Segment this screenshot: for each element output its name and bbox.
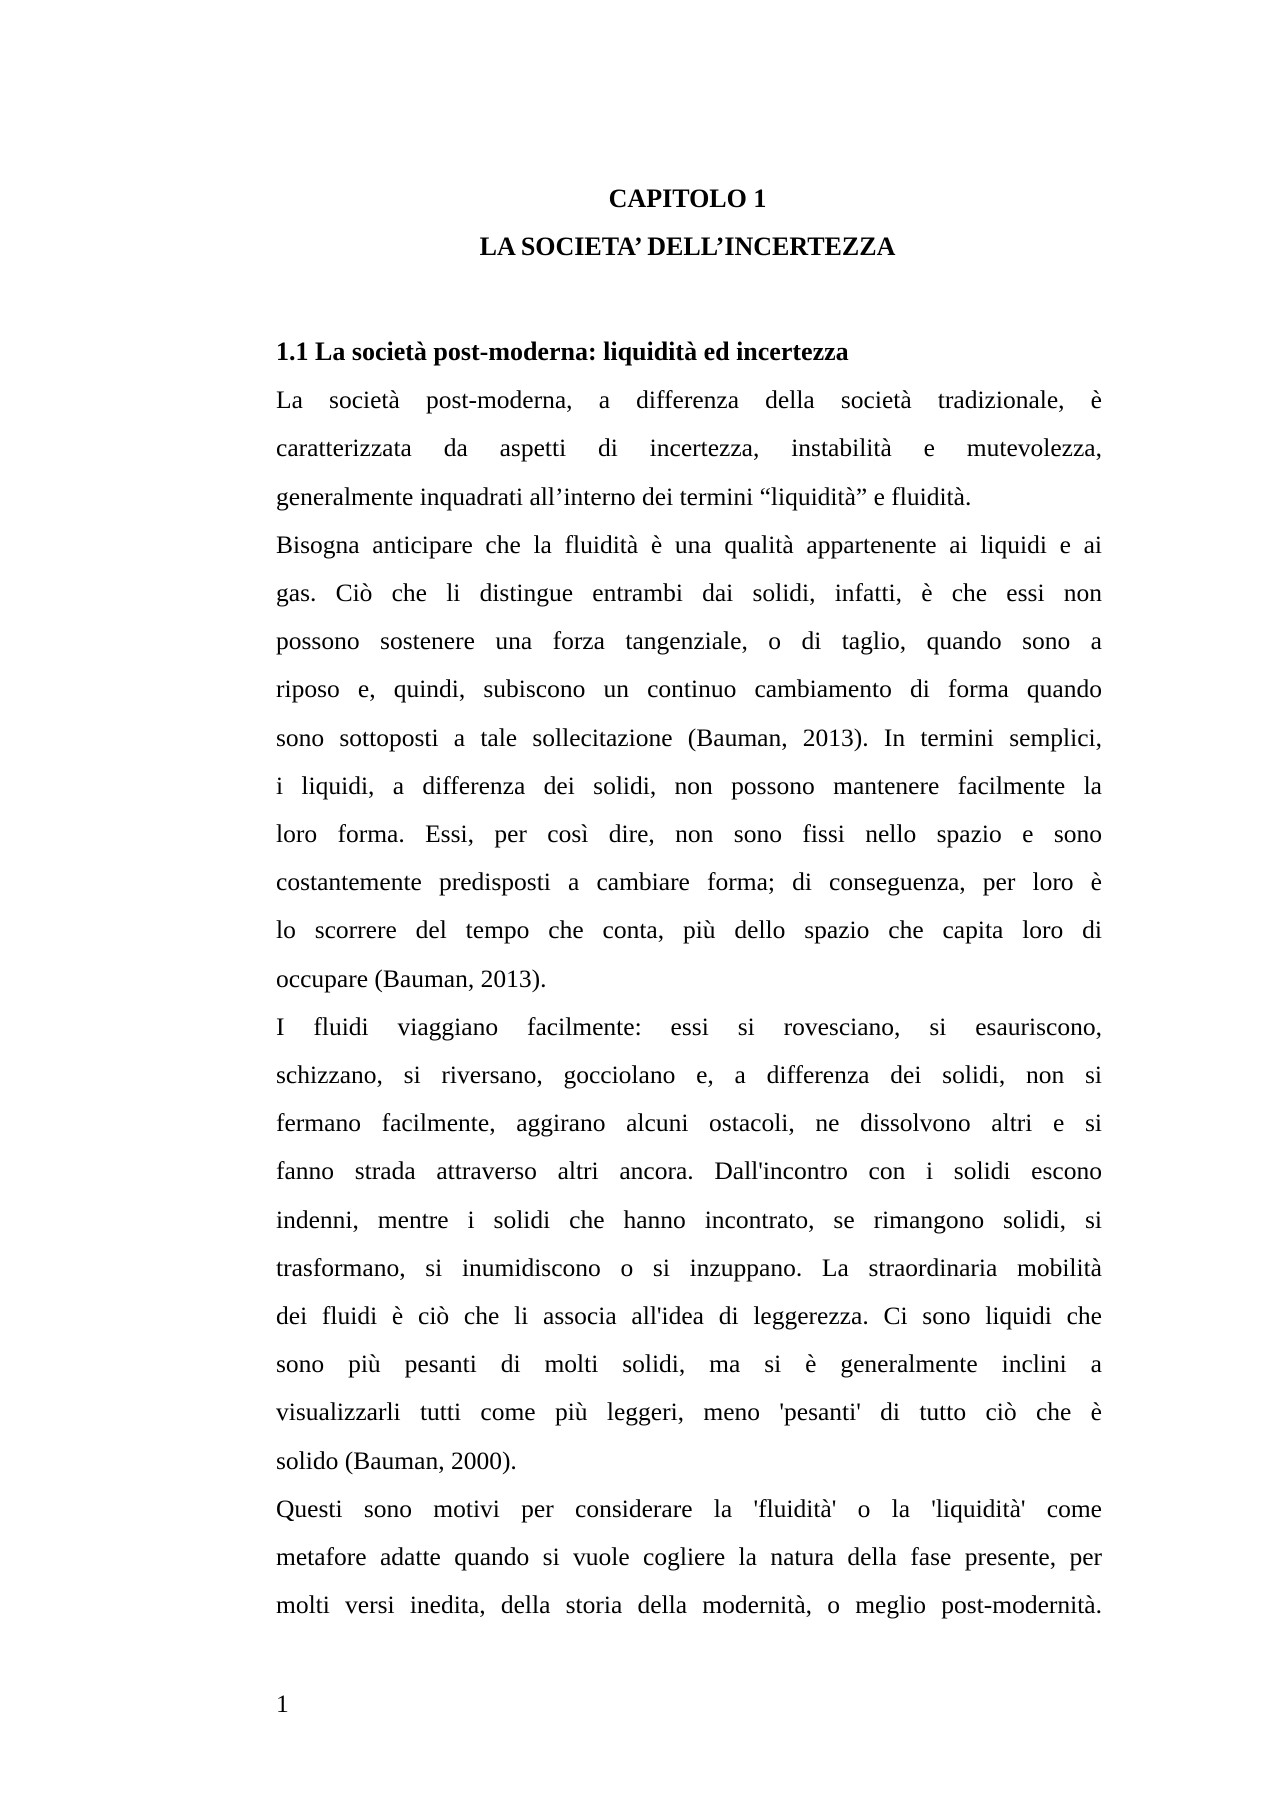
text-line: riposo e, quindi, subiscono un continuo cambiamento di forma quando [276,674,1102,704]
text-line: indenni, mentre i solidi che hanno incontrato, se rimangono solidi, si [276,1204,1102,1234]
text-line: trasformano, si inumidiscono o si inzuppano. La straordinaria mobilità [276,1252,1102,1282]
text-line: loro forma. Essi, per così dire, non sono fissi nello spazio e sono [276,819,1102,849]
section-heading: 1.1 La società post-moderna: liquidità ed incertezza [276,337,849,366]
text-line: occupare (Bauman, 2013). [276,963,547,993]
page-number: 1 [276,1689,289,1718]
text-line: visualizzarli tutti come più leggeri, meno 'pesanti' di tutto ciò che è [276,1397,1102,1427]
paragraph [276,1003,1102,1485]
chapter-title: LA SOCIETA’ DELL’INCERTEZZA [479,232,896,261]
text-line: gas. Ciò che li distingue entrambi dai solidi, infatti, è che essi non [276,578,1102,608]
text-line: sono sottoposti a tale sollecitazione (Bauman, 2013). In termini semplici, [276,722,1102,752]
text-line: metafore adatte quando si vuole cogliere la natura della fase presente, per [276,1542,1102,1572]
text-line: schizzano, si riversano, gocciolano e, a differenza dei solidi, non si [276,1060,1102,1090]
text-line: dei fluidi è ciò che li associa all'idea di leggerezza. Ci sono liquidi che [276,1301,1102,1331]
text-line: fanno strada attraverso altri ancora. Dall'incontro con i solidi escono [276,1156,1102,1186]
text-line: caratterizzata da aspetti di incertezza, instabilità e mutevolezza, [276,433,1102,463]
text-line: Bisogna anticipare che la fluidità è una qualità appartenente ai liquidi e ai [276,529,1102,559]
text-line: possono sostenere una forza tangenziale, o di taglio, quando sono a [276,626,1102,656]
text-line: I fluidi viaggiano facilmente: essi si rovesciano, si esauriscono, [276,1011,1102,1041]
text-line: i liquidi, a differenza dei solidi, non possono mantenere facilmente la [276,770,1102,800]
text-line: Questi sono motivi per considerare la 'fluidità' o la 'liquidità' come [276,1493,1102,1523]
text-line: molti versi inedita, della storia della modernità, o meglio post-modernità. [276,1590,1102,1620]
chapter-content [276,328,1102,1629]
text-line: La società post-moderna, a differenza della società tradizionale, è [276,385,1102,415]
text-line: generalmente inquadrati all’interno dei termini “liquidità” e fluidità. [276,481,972,511]
text-line: solido (Bauman, 2000). [276,1445,517,1475]
paragraph [276,376,1102,521]
text-line: lo scorrere del tempo che conta, più dello spazio che capita loro di [276,915,1102,945]
text-line: sono più pesanti di molti solidi, ma si è generalmente inclini a [276,1349,1102,1379]
text-line: costantemente predisposti a cambiare forma; di conseguenza, per loro è [276,867,1102,897]
paragraph [276,1485,1102,1630]
chapter-number: CAPITOLO 1 [608,184,767,213]
text-line: fermano facilmente, aggirano alcuni ostacoli, ne dissolvono altri e si [276,1108,1102,1138]
paragraph [276,521,1102,1003]
